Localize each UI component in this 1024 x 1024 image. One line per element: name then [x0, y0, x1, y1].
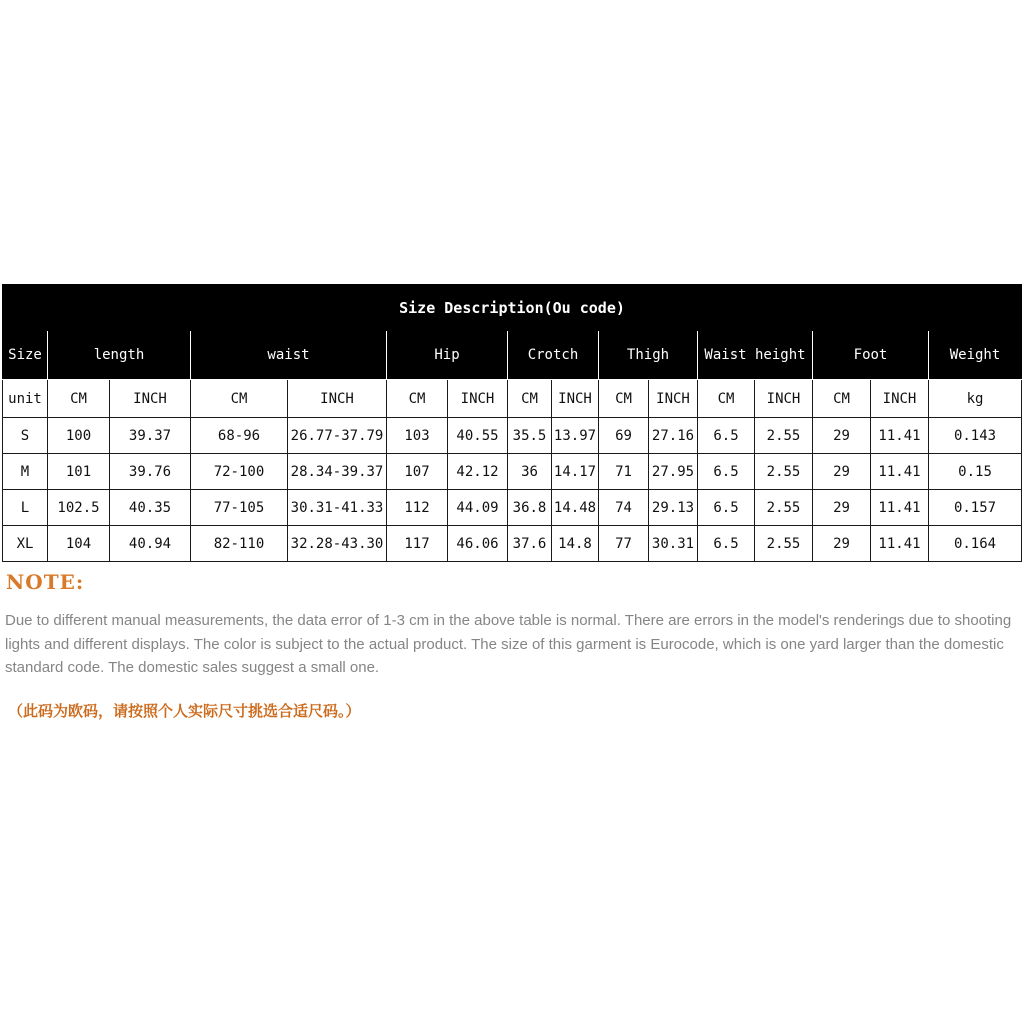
- table-cell: 112: [387, 490, 448, 526]
- table-cell: 77: [599, 526, 649, 562]
- unit-cell: CM: [698, 380, 755, 418]
- table-cell: 0.15: [929, 454, 1022, 490]
- table-cell: 42.12: [448, 454, 508, 490]
- unit-cell: INCH: [448, 380, 508, 418]
- table-cell: 29: [813, 454, 871, 490]
- header-hip: Hip: [387, 331, 508, 380]
- size-label-cell: S: [3, 418, 48, 454]
- size-label-cell: M: [3, 454, 48, 490]
- size-chart-table: [2, 284, 1022, 562]
- table-cell: 39.76: [110, 454, 191, 490]
- table-cell: 100: [48, 418, 110, 454]
- table-cell: 2.55: [755, 490, 813, 526]
- table-cell: 82-110: [191, 526, 288, 562]
- table-cell: 29.13: [649, 490, 698, 526]
- unit-cell: CM: [813, 380, 871, 418]
- header-size: Size: [3, 331, 48, 380]
- table-cell: 11.41: [871, 454, 929, 490]
- table-cell: 40.55: [448, 418, 508, 454]
- table-cell: 29: [813, 418, 871, 454]
- table-cell: 40.94: [110, 526, 191, 562]
- table-cell: 117: [387, 526, 448, 562]
- header-thigh: Thigh: [599, 331, 698, 380]
- unit-cell: unit: [3, 380, 48, 418]
- table-cell: 14.8: [552, 526, 599, 562]
- table-header-row: [3, 331, 1022, 380]
- header-length: length: [48, 331, 191, 380]
- table-cell: 39.37: [110, 418, 191, 454]
- unit-cell: INCH: [288, 380, 387, 418]
- table-cell: 6.5: [698, 454, 755, 490]
- table-cell: 6.5: [698, 418, 755, 454]
- unit-cell: CM: [387, 380, 448, 418]
- table-cell: 69: [599, 418, 649, 454]
- note-body: Due to different manual measurements, the data error of 1-3 cm in the above table is normal. There are errors in the model's renderings due to shooting lights and different displays. The color is subject to the actual product. The size of this garment is Eurocode, which is one yard larger than the domestic standard code. The domestic sales suggest a small one.: [5, 612, 1012, 676]
- note-title: NOTE:: [6, 570, 85, 594]
- unit-cell: INCH: [552, 380, 599, 418]
- note-chinese: （此码为欧码，请按照个人实际尺寸挑选合适尺码。）: [8, 702, 361, 720]
- table-cell: 37.6: [508, 526, 552, 562]
- unit-cell: kg: [929, 380, 1022, 418]
- table-row: [3, 418, 1022, 454]
- table-cell: 27.16: [649, 418, 698, 454]
- table-cell: 14.17: [552, 454, 599, 490]
- unit-cell: INCH: [871, 380, 929, 418]
- table-body: [3, 380, 1022, 562]
- table-cell: 2.55: [755, 526, 813, 562]
- table-cell: 36.8: [508, 490, 552, 526]
- unit-cell: CM: [599, 380, 649, 418]
- table-cell: 0.143: [929, 418, 1022, 454]
- unit-row: [3, 380, 1022, 418]
- table-cell: 101: [48, 454, 110, 490]
- unit-cell: CM: [508, 380, 552, 418]
- table-cell: 35.5: [508, 418, 552, 454]
- table-cell: 6.5: [698, 526, 755, 562]
- table-cell: 77-105: [191, 490, 288, 526]
- unit-cell: INCH: [755, 380, 813, 418]
- header-weight: Weight: [929, 331, 1022, 380]
- table-cell: 0.164: [929, 526, 1022, 562]
- unit-cell: CM: [48, 380, 110, 418]
- table-cell: 30.31-41.33: [288, 490, 387, 526]
- unit-cell: CM: [191, 380, 288, 418]
- table-row: [3, 454, 1022, 490]
- table-cell: 28.34-39.37: [288, 454, 387, 490]
- table-cell: 30.31: [649, 526, 698, 562]
- table-row: [3, 490, 1022, 526]
- size-label-cell: L: [3, 490, 48, 526]
- table-cell: 68-96: [191, 418, 288, 454]
- table-cell: 2.55: [755, 418, 813, 454]
- table-cell: 104: [48, 526, 110, 562]
- table-row: [3, 526, 1022, 562]
- table-cell: 107: [387, 454, 448, 490]
- table-cell: 103: [387, 418, 448, 454]
- table-cell: 72-100: [191, 454, 288, 490]
- table-cell: 40.35: [110, 490, 191, 526]
- table-cell: 32.28-43.30: [288, 526, 387, 562]
- table-cell: 27.95: [649, 454, 698, 490]
- header-crotch: Crotch: [508, 331, 599, 380]
- table-cell: 6.5: [698, 490, 755, 526]
- unit-cell: INCH: [649, 380, 698, 418]
- table-cell: 74: [599, 490, 649, 526]
- table-cell: 71: [599, 454, 649, 490]
- table-cell: 29: [813, 526, 871, 562]
- table-cell: 13.97: [552, 418, 599, 454]
- unit-cell: INCH: [110, 380, 191, 418]
- table-cell: 26.77-37.79: [288, 418, 387, 454]
- table-cell: 11.41: [871, 418, 929, 454]
- table-cell: 14.48: [552, 490, 599, 526]
- table-cell: 44.09: [448, 490, 508, 526]
- table-cell: 0.157: [929, 490, 1022, 526]
- size-label-cell: XL: [3, 526, 48, 562]
- table-title: Size Description(Ou code): [3, 285, 1022, 331]
- table-cell: 2.55: [755, 454, 813, 490]
- header-foot: Foot: [813, 331, 929, 380]
- table-cell: 36: [508, 454, 552, 490]
- table-title-row: [3, 285, 1022, 331]
- table-cell: 102.5: [48, 490, 110, 526]
- table-cell: 11.41: [871, 526, 929, 562]
- header-waist: waist: [191, 331, 387, 380]
- table-cell: 46.06: [448, 526, 508, 562]
- table-cell: 29: [813, 490, 871, 526]
- table-cell: 11.41: [871, 490, 929, 526]
- header-waist-height: Waist height: [698, 331, 813, 380]
